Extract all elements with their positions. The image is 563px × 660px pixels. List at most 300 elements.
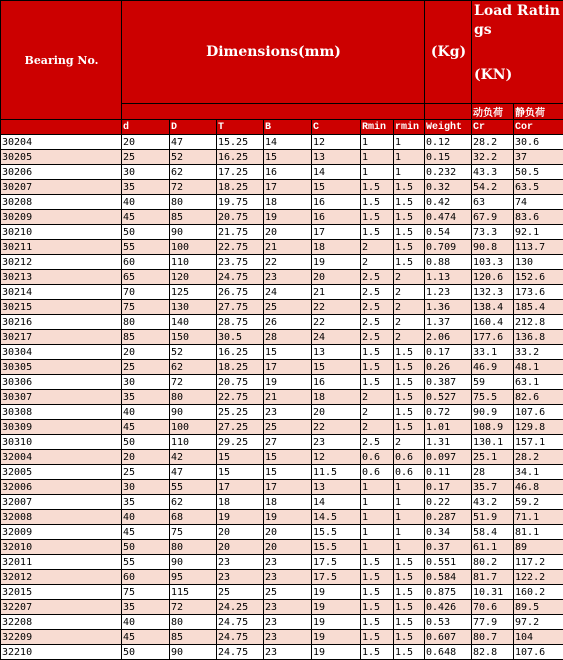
table-cell: 37	[514, 150, 563, 165]
table-row	[1, 270, 563, 285]
table-row	[1, 495, 563, 510]
table-cell: 30.6	[514, 135, 563, 150]
table-cell: 40	[122, 615, 170, 630]
table-cell: 24.75	[217, 615, 264, 630]
table-cell: 15	[264, 450, 312, 465]
table-cell: 0.426	[425, 600, 472, 615]
table-cell: 52	[170, 345, 217, 360]
table-cell: 22	[264, 255, 312, 270]
table-cell: 33.2	[514, 345, 563, 360]
table-cell: 100	[170, 240, 217, 255]
table-cell: 130	[514, 255, 563, 270]
table-cell: 60	[122, 570, 170, 585]
table-cell: 19	[264, 510, 312, 525]
table-cell: 42	[170, 450, 217, 465]
table-cell: 28	[472, 465, 514, 480]
table-cell: 22.75	[217, 240, 264, 255]
table-cell: 115	[170, 585, 217, 600]
table-cell: 15	[264, 465, 312, 480]
table-cell: 97.2	[514, 615, 563, 630]
table-cell: 25	[264, 420, 312, 435]
table-row	[1, 165, 563, 180]
table-cell: 24.75	[217, 645, 264, 660]
table-cell: 17	[217, 480, 264, 495]
table-cell: 43.3	[472, 165, 514, 180]
table-cell: 1	[361, 480, 394, 495]
table-cell: 46.8	[514, 480, 563, 495]
table-cell: 16	[312, 195, 361, 210]
bearing-number-cell: 30309	[1, 420, 122, 435]
table-row	[1, 450, 563, 465]
table-cell: 1.23	[425, 285, 472, 300]
table-cell: 82.8	[472, 645, 514, 660]
table-cell: 19.75	[217, 195, 264, 210]
bearing-number-cell: 30205	[1, 150, 122, 165]
table-cell: 45	[122, 420, 170, 435]
table-cell: 0.584	[425, 570, 472, 585]
table-cell: 22.75	[217, 390, 264, 405]
table-cell: 1.5	[361, 630, 394, 645]
table-cell: 1.5	[361, 345, 394, 360]
bearing-number-cell: 30304	[1, 345, 122, 360]
col-header: Weight	[425, 120, 472, 135]
table-cell: 1.5	[361, 555, 394, 570]
table-cell: 15	[312, 180, 361, 195]
table-cell: 0.6	[394, 450, 425, 465]
table-cell: 28.2	[514, 450, 563, 465]
table-row	[1, 420, 563, 435]
table-cell: 1	[394, 150, 425, 165]
table-cell: 0.607	[425, 630, 472, 645]
table-cell: 2.5	[361, 270, 394, 285]
table-cell: 1	[361, 495, 394, 510]
table-cell: 19	[312, 615, 361, 630]
table-cell: 16.25	[217, 150, 264, 165]
table-cell: 22	[312, 315, 361, 330]
table-cell: 0.6	[394, 465, 425, 480]
table-cell: 25	[217, 585, 264, 600]
table-cell: 45	[122, 210, 170, 225]
bearing-number-cell: 32005	[1, 465, 122, 480]
col-header: C	[312, 120, 361, 135]
table-cell: 23	[264, 270, 312, 285]
table-cell: 58.4	[472, 525, 514, 540]
table-cell: 17.25	[217, 165, 264, 180]
table-cell: 85	[122, 330, 170, 345]
table-cell: 20	[217, 525, 264, 540]
table-cell: 160.2	[514, 585, 563, 600]
table-cell: 2	[394, 270, 425, 285]
table-cell: 0.26	[425, 360, 472, 375]
table-cell: 16	[264, 165, 312, 180]
dimensions-header: Dimensions(mm)	[122, 1, 425, 104]
table-cell: 54.2	[472, 180, 514, 195]
table-row	[1, 555, 563, 570]
bearing-number-cell: 30208	[1, 195, 122, 210]
table-cell: 73.3	[472, 225, 514, 240]
table-cell: 17	[264, 360, 312, 375]
bearing-number-cell: 32011	[1, 555, 122, 570]
table-cell: 25	[122, 360, 170, 375]
table-cell: 1.5	[361, 375, 394, 390]
col-header: D	[170, 120, 217, 135]
table-cell: 77.9	[472, 615, 514, 630]
table-cell: 25	[122, 150, 170, 165]
table-cell: 14	[264, 135, 312, 150]
table-cell: 110	[170, 255, 217, 270]
table-cell: 85	[170, 630, 217, 645]
table-cell: 59.2	[514, 495, 563, 510]
table-body	[1, 135, 563, 660]
table-cell: 60	[122, 255, 170, 270]
table-cell: 35	[122, 390, 170, 405]
table-cell: 12	[312, 135, 361, 150]
table-cell: 20	[122, 135, 170, 150]
table-cell: 138.4	[472, 300, 514, 315]
bearing-number-cell: 30206	[1, 165, 122, 180]
bearing-number-cell: 32209	[1, 630, 122, 645]
table-cell: 1.5	[394, 255, 425, 270]
table-cell: 1	[361, 150, 394, 165]
table-cell: 89.5	[514, 600, 563, 615]
table-cell: 23	[264, 630, 312, 645]
table-cell: 26	[264, 315, 312, 330]
table-cell: 17.5	[312, 555, 361, 570]
table-cell: 90.9	[472, 405, 514, 420]
table-cell: 20	[264, 540, 312, 555]
load-ratings-title: Load Ratings	[474, 2, 561, 40]
table-cell: 100	[170, 420, 217, 435]
table-cell: 85	[170, 210, 217, 225]
table-cell: 1	[394, 165, 425, 180]
bearing-number-cell: 30214	[1, 285, 122, 300]
table-cell: 72	[170, 180, 217, 195]
table-cell: 23	[312, 435, 361, 450]
table-cell: 19	[264, 375, 312, 390]
table-cell: 2.5	[361, 285, 394, 300]
table-cell: 15	[312, 360, 361, 375]
table-cell: 0.54	[425, 225, 472, 240]
table-cell: 18	[312, 390, 361, 405]
table-cell: 1	[361, 540, 394, 555]
table-cell: 173.6	[514, 285, 563, 300]
table-cell: 140	[170, 315, 217, 330]
table-cell: 18	[312, 240, 361, 255]
table-cell: 104	[514, 630, 563, 645]
table-cell: 14	[312, 165, 361, 180]
table-cell: 19	[217, 510, 264, 525]
table-cell: 0.527	[425, 390, 472, 405]
table-cell: 23	[264, 405, 312, 420]
table-cell: 23	[264, 615, 312, 630]
table-cell: 136.8	[514, 330, 563, 345]
table-cell: 1	[394, 540, 425, 555]
table-cell: 23	[217, 555, 264, 570]
table-cell: 80	[170, 195, 217, 210]
table-cell: 35	[122, 180, 170, 195]
table-cell: 2.5	[361, 315, 394, 330]
table-cell: 0.15	[425, 150, 472, 165]
bearing-number-cell: 30209	[1, 210, 122, 225]
table-cell: 0.709	[425, 240, 472, 255]
table-cell: 15	[264, 345, 312, 360]
table-cell: 25	[264, 300, 312, 315]
table-cell: 125	[170, 285, 217, 300]
table-cell: 0.17	[425, 480, 472, 495]
table-cell: 0.551	[425, 555, 472, 570]
table-cell: 1.5	[361, 645, 394, 660]
table-cell: 1	[361, 510, 394, 525]
table-cell: 50	[122, 645, 170, 660]
table-cell: 40	[122, 510, 170, 525]
table-cell: 83.6	[514, 210, 563, 225]
table-cell: 2	[361, 405, 394, 420]
table-cell: 70.6	[472, 600, 514, 615]
table-cell: 0.34	[425, 525, 472, 540]
table-cell: 0.32	[425, 180, 472, 195]
table-cell: 24	[264, 285, 312, 300]
table-cell: 185.4	[514, 300, 563, 315]
table-cell: 17	[264, 180, 312, 195]
table-cell: 157.1	[514, 435, 563, 450]
table-cell: 90.8	[472, 240, 514, 255]
table-cell: 80	[122, 315, 170, 330]
table-cell: 1.13	[425, 270, 472, 285]
table-cell: 0.17	[425, 345, 472, 360]
bearing-number-cell: 30213	[1, 270, 122, 285]
table-row	[1, 585, 563, 600]
table-cell: 18	[217, 495, 264, 510]
load-ratings-header	[472, 1, 563, 104]
table-cell: 15	[217, 450, 264, 465]
table-row	[1, 240, 563, 255]
table-cell: 20	[264, 525, 312, 540]
table-cell: 80	[170, 390, 217, 405]
table-cell: 1.5	[394, 405, 425, 420]
table-cell: 1.5	[394, 420, 425, 435]
table-cell: 61.1	[472, 540, 514, 555]
bearing-number-cell: 30212	[1, 255, 122, 270]
table-cell: 30	[122, 375, 170, 390]
table-cell: 1	[361, 165, 394, 180]
bearing-number-cell: 32004	[1, 450, 122, 465]
table-cell: 130	[170, 300, 217, 315]
table-row	[1, 465, 563, 480]
table-cell: 21.75	[217, 225, 264, 240]
table-cell: 11.5	[312, 465, 361, 480]
table-row	[1, 525, 563, 540]
table-cell: 13	[312, 345, 361, 360]
table-cell: 24.75	[217, 270, 264, 285]
table-cell: 0.474	[425, 210, 472, 225]
table-cell: 1	[361, 135, 394, 150]
table-cell: 21	[264, 240, 312, 255]
bearing-number-cell: 30310	[1, 435, 122, 450]
bearing-number-cell: 30211	[1, 240, 122, 255]
table-cell: 29.25	[217, 435, 264, 450]
table-cell: 50.5	[514, 165, 563, 180]
table-cell: 1	[394, 495, 425, 510]
table-cell: 20	[217, 540, 264, 555]
table-cell: 1.5	[394, 345, 425, 360]
table-cell: 1	[394, 525, 425, 540]
bearing-number-cell: 30204	[1, 135, 122, 150]
table-cell: 35.7	[472, 480, 514, 495]
header-row	[1, 1, 563, 104]
table-cell: 0.232	[425, 165, 472, 180]
table-cell: 20	[312, 405, 361, 420]
table-cell: 23	[217, 570, 264, 585]
table-cell: 2	[394, 315, 425, 330]
table-cell: 50	[122, 435, 170, 450]
bearing-number-cell: 32007	[1, 495, 122, 510]
table-cell: 1.5	[361, 615, 394, 630]
table-cell: 10.31	[472, 585, 514, 600]
table-cell: 15	[217, 465, 264, 480]
bearing-number-cell: 30210	[1, 225, 122, 240]
table-cell: 1	[394, 510, 425, 525]
table-cell: 46.9	[472, 360, 514, 375]
table-row	[1, 330, 563, 345]
bearing-number-cell: 32208	[1, 615, 122, 630]
table-cell: 19	[312, 600, 361, 615]
table-cell: 28.75	[217, 315, 264, 330]
table-cell: 2	[361, 390, 394, 405]
table-cell: 0.72	[425, 405, 472, 420]
table-cell: 1.5	[394, 195, 425, 210]
table-cell: 1	[394, 480, 425, 495]
table-cell: 81.1	[514, 525, 563, 540]
table-cell: 21	[264, 390, 312, 405]
bearing-col-blank	[1, 120, 122, 135]
table-cell: 15.5	[312, 540, 361, 555]
table-cell: 59	[472, 375, 514, 390]
table-cell: 1.5	[361, 180, 394, 195]
table-cell: 13	[312, 150, 361, 165]
table-cell: 117.2	[514, 555, 563, 570]
table-cell: 30.5	[217, 330, 264, 345]
table-cell: 45	[122, 630, 170, 645]
table-cell: 24	[312, 330, 361, 345]
table-row	[1, 315, 563, 330]
table-cell: 0.6	[361, 465, 394, 480]
table-row	[1, 255, 563, 270]
table-cell: 23	[264, 645, 312, 660]
table-cell: 90	[170, 405, 217, 420]
table-cell: 0.387	[425, 375, 472, 390]
table-cell: 47	[170, 135, 217, 150]
table-cell: 63	[472, 195, 514, 210]
table-cell: 0.6	[361, 450, 394, 465]
table-cell: 19	[264, 210, 312, 225]
load-unit: (KN)	[474, 66, 561, 85]
bearing-number-cell: 32008	[1, 510, 122, 525]
bearing-number-cell: 30217	[1, 330, 122, 345]
table-cell: 51.9	[472, 510, 514, 525]
table-cell: 1.5	[361, 360, 394, 375]
table-cell: 132.3	[472, 285, 514, 300]
col-header: d	[122, 120, 170, 135]
table-cell: 0.11	[425, 465, 472, 480]
table-cell: 35	[122, 600, 170, 615]
table-cell: 15	[264, 150, 312, 165]
table-cell: 23.75	[217, 255, 264, 270]
table-cell: 48.1	[514, 360, 563, 375]
table-row	[1, 480, 563, 495]
bearing-number-cell: 30305	[1, 360, 122, 375]
bearing-number-cell: 32210	[1, 645, 122, 660]
table-cell: 19	[312, 585, 361, 600]
bearing-number-cell: 30306	[1, 375, 122, 390]
table-cell: 1.5	[394, 570, 425, 585]
table-cell: 107.6	[514, 645, 563, 660]
table-row	[1, 615, 563, 630]
table-cell: 2.5	[361, 330, 394, 345]
table-cell: 35	[122, 495, 170, 510]
table-cell: 26.75	[217, 285, 264, 300]
table-cell: 0.287	[425, 510, 472, 525]
table-cell: 20	[122, 345, 170, 360]
table-row	[1, 570, 563, 585]
table-cell: 68	[170, 510, 217, 525]
bearing-number-cell: 30215	[1, 300, 122, 315]
table-cell: 23	[264, 555, 312, 570]
table-cell: 74	[514, 195, 563, 210]
table-cell: 90	[170, 225, 217, 240]
table-cell: 52	[170, 150, 217, 165]
table-cell: 90	[170, 555, 217, 570]
table-cell: 25.1	[472, 450, 514, 465]
table-cell: 2.06	[425, 330, 472, 345]
table-cell: 1.5	[361, 585, 394, 600]
table-cell: 0.097	[425, 450, 472, 465]
col-header: Rmin	[361, 120, 394, 135]
table-row	[1, 225, 563, 240]
table-cell: 23	[264, 570, 312, 585]
table-cell: 2.5	[361, 435, 394, 450]
table-cell: 1.5	[394, 375, 425, 390]
table-cell: 18	[264, 495, 312, 510]
table-cell: 55	[122, 240, 170, 255]
table-row	[1, 405, 563, 420]
table-cell: 92.1	[514, 225, 563, 240]
table-cell: 50	[122, 540, 170, 555]
table-cell: 20	[122, 450, 170, 465]
table-cell: 27.25	[217, 420, 264, 435]
bearing-number-cell: 30307	[1, 390, 122, 405]
bearing-number-cell: 32207	[1, 600, 122, 615]
table-cell: 50	[122, 225, 170, 240]
table-row	[1, 630, 563, 645]
table-cell: 55	[170, 480, 217, 495]
table-cell: 80.2	[472, 555, 514, 570]
table-row	[1, 390, 563, 405]
table-cell: 43.2	[472, 495, 514, 510]
table-cell: 14	[312, 495, 361, 510]
table-cell: 0.37	[425, 540, 472, 555]
table-cell: 1.5	[361, 210, 394, 225]
table-cell: 62	[170, 360, 217, 375]
table-cell: 75	[122, 585, 170, 600]
table-cell: 2	[361, 240, 394, 255]
table-cell: 67.9	[472, 210, 514, 225]
table-cell: 65	[122, 270, 170, 285]
table-cell: 1.31	[425, 435, 472, 450]
table-cell: 24.25	[217, 600, 264, 615]
table-cell: 1.5	[394, 240, 425, 255]
table-row	[1, 540, 563, 555]
table-cell: 63.5	[514, 180, 563, 195]
